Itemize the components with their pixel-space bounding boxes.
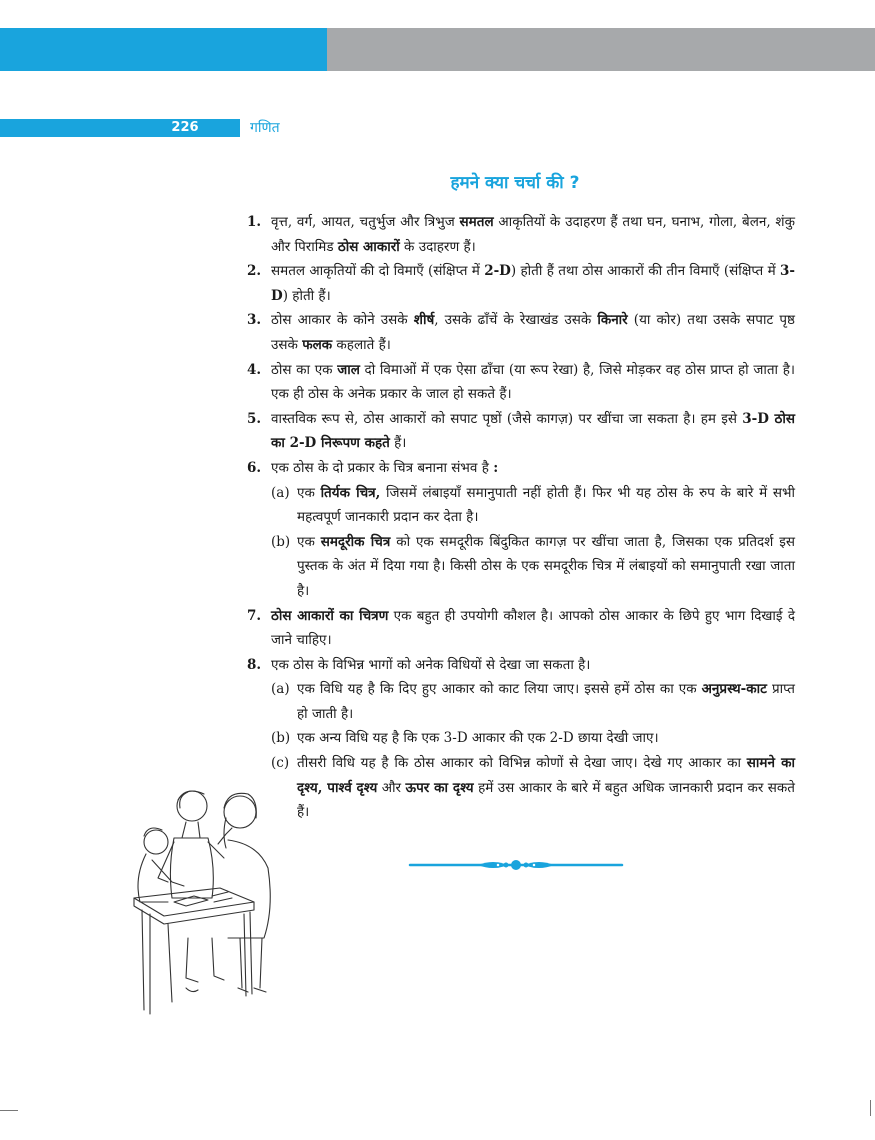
item-number: 3.: [247, 312, 262, 329]
text-segment: प्राप्त हो जाती है।: [297, 681, 795, 722]
bold-term: :: [493, 459, 499, 476]
item-number: 7.: [247, 607, 262, 624]
text-segment: आकृतियों के उदाहरण हैं तथा घन, घनाभ, गोला, बेलन, शंकु और पिरामिड: [271, 214, 795, 255]
section-title: हमने क्या चर्चा की ?: [450, 173, 580, 193]
item-number: 5.: [247, 410, 262, 427]
header-blue-bar: [0, 28, 327, 71]
text-segment: ठोस आकार के कोने उसके: [271, 312, 414, 329]
sub-item-text: [297, 530, 795, 604]
sub-item-label: (b): [271, 533, 291, 550]
text-segment: ) होती हैं तथा ठोस आकारों की तीन विमाएँ (संक्षिप्त में: [510, 263, 780, 280]
text-segment: वास्तविक रूप से, ठोस आकारों को सपाट पृष्ठों (जैसे कागज़) पर खींचा जा सकता है। हम इसे: [271, 410, 743, 427]
text-segment: एक बहुत ही उपयोगी कौशल है। आपको ठोस आकार के छिपे हुए भाग दिखाई दे जाने चाहिए।: [271, 607, 795, 649]
text-segment: वृत्त, वर्ग, आयत, चतुर्भुज और त्रिभुज: [271, 214, 460, 230]
sub-item: [247, 726, 795, 751]
text-segment: एक: [297, 484, 321, 501]
bold-term: किनारे: [597, 312, 628, 329]
item-number: 2.: [247, 263, 262, 280]
bold-term: 3-D ठोस का 2-D निरूपण कहते: [271, 410, 795, 452]
bold-term: ठोस आकारों का चित्रण: [271, 607, 389, 624]
list-item: [247, 259, 795, 308]
item-text: [271, 456, 795, 481]
list-item: [247, 358, 795, 407]
chapter-title: गणित: [250, 120, 280, 136]
text-segment: ठोस का एक: [271, 361, 338, 378]
bold-term: 2-D: [484, 263, 511, 280]
bold-term: सामने का दृश्य, पार्श्व दृश्य: [297, 755, 795, 796]
bold-term: जाल: [337, 361, 360, 378]
sub-item-label: (a): [271, 681, 290, 698]
text-segment: जिसमें लंबाइयाँ समानुपाती नहीं होती हैं। फिर भी यह ठोस के रुप के बारे में सभी महत्वपूर्ण जानकारी प्रदान कर देता है।: [297, 484, 796, 526]
sub-item-label: (b): [271, 730, 291, 747]
item-text: [271, 653, 795, 678]
item-text: [271, 358, 795, 407]
item-number: 1.: [247, 214, 262, 230]
bold-term: 3-D: [271, 263, 795, 304]
crop-mark-right: [870, 1100, 871, 1116]
list-item: [247, 210, 795, 259]
item-number: 8.: [247, 656, 262, 673]
sub-item-label: (a): [271, 484, 290, 501]
sub-item-text: [297, 481, 795, 530]
sub-item: [247, 751, 795, 825]
list-item: [247, 456, 795, 481]
list-item: [247, 653, 795, 678]
bold-term: शीर्ष: [413, 312, 435, 329]
bold-term: तिर्यक चित्र,: [320, 484, 381, 501]
text-segment: , उसके ढाँचें के रेखाखंड उसके: [434, 312, 598, 329]
text-segment: एक: [297, 533, 321, 550]
list-item: [247, 308, 795, 357]
ornamental-divider-icon: [408, 856, 624, 874]
text-segment: हैं।: [389, 435, 407, 452]
header-grey-bar: [327, 28, 875, 71]
list-item: [247, 407, 795, 456]
bold-term: फलक: [302, 336, 333, 353]
bold-term: अनुप्रस्थ-काट: [701, 681, 767, 698]
text-segment: एक ठोस के दो प्रकार के चित्र बनाना संभव है: [271, 459, 494, 476]
summary-list: [247, 210, 795, 825]
text-segment: ) होती हैं।: [282, 287, 331, 304]
crop-mark-left: [0, 1110, 18, 1111]
text-segment: कहलाते हैं।: [332, 336, 391, 353]
sub-item-text: [297, 677, 795, 726]
item-number: 4.: [247, 361, 262, 378]
sub-item: [247, 677, 795, 726]
page-number: 226: [171, 120, 199, 135]
item-text: [271, 604, 795, 653]
sub-item-label: (c): [271, 755, 290, 772]
sub-item-text: [297, 726, 795, 751]
list-item: [247, 604, 795, 653]
text-segment: एक ठोस के विभिन्न भागों को अनेक विधियों से देखा जा सकता है।: [271, 656, 591, 673]
text-segment: के उदाहरण हैं।: [399, 238, 476, 255]
text-segment: समतल आकृतियों की दो विमाएँ (संक्षिप्त में: [271, 263, 485, 280]
text-segment: एक विधि यह है कि दिए हुए आकार को काट लिया जाए। इससे हमें ठोस का एक: [297, 681, 702, 698]
text-segment: (या कोर) तथा उसके सपाट पृष्ठ उसके: [271, 312, 795, 353]
item-text: [271, 259, 795, 308]
item-text: [271, 210, 795, 259]
sub-item-text: [297, 751, 795, 825]
text-segment: दो विमाओं में एक ऐसा ढाँचा (या रूप रेखा) है, जिसे मोड़कर वह ठोस प्राप्त हो जाता है। एक ही ठोस के अनेक प्रकार के जाल हो सकते हैं।: [271, 361, 795, 403]
text-segment: को एक समदूरीक बिंदुकित कागज़ पर खींचा जाता है, जिसका एक प्रतिदर्श इस पुस्तक के अंत में दिया गया है। किसी ठोस के एक समदूरीक चित्र में लंबाइयों को समानुपाती रखा जाता है।: [297, 533, 796, 599]
bold-term: ऊपर का दृश्य: [405, 779, 474, 796]
text-segment: एक अन्य विधि यह है कि एक 3-D आकार की एक 2-D छाया देखी जाए।: [297, 730, 659, 747]
bold-term: ठोस आकारों: [337, 238, 400, 255]
bold-term: समदूरीक चित्र: [320, 533, 391, 550]
item-number: 6.: [247, 459, 262, 476]
item-text: [271, 407, 795, 456]
text-segment: तीसरी विधि यह है कि ठोस आकार को विभिन्न कोणों से देखा जाए। देखे गए आकार का: [297, 755, 747, 772]
bold-term: समतल: [459, 214, 494, 230]
sub-item: [247, 530, 795, 604]
text-segment: और: [377, 779, 406, 796]
item-text: [271, 308, 795, 357]
text-segment: हमें उस आकार के बारे में बहुत अधिक जानकारी प्रदान कर सकते हैं।: [297, 779, 795, 821]
children-at-desk-illustration: [128, 778, 280, 1020]
sub-item: [247, 481, 795, 530]
